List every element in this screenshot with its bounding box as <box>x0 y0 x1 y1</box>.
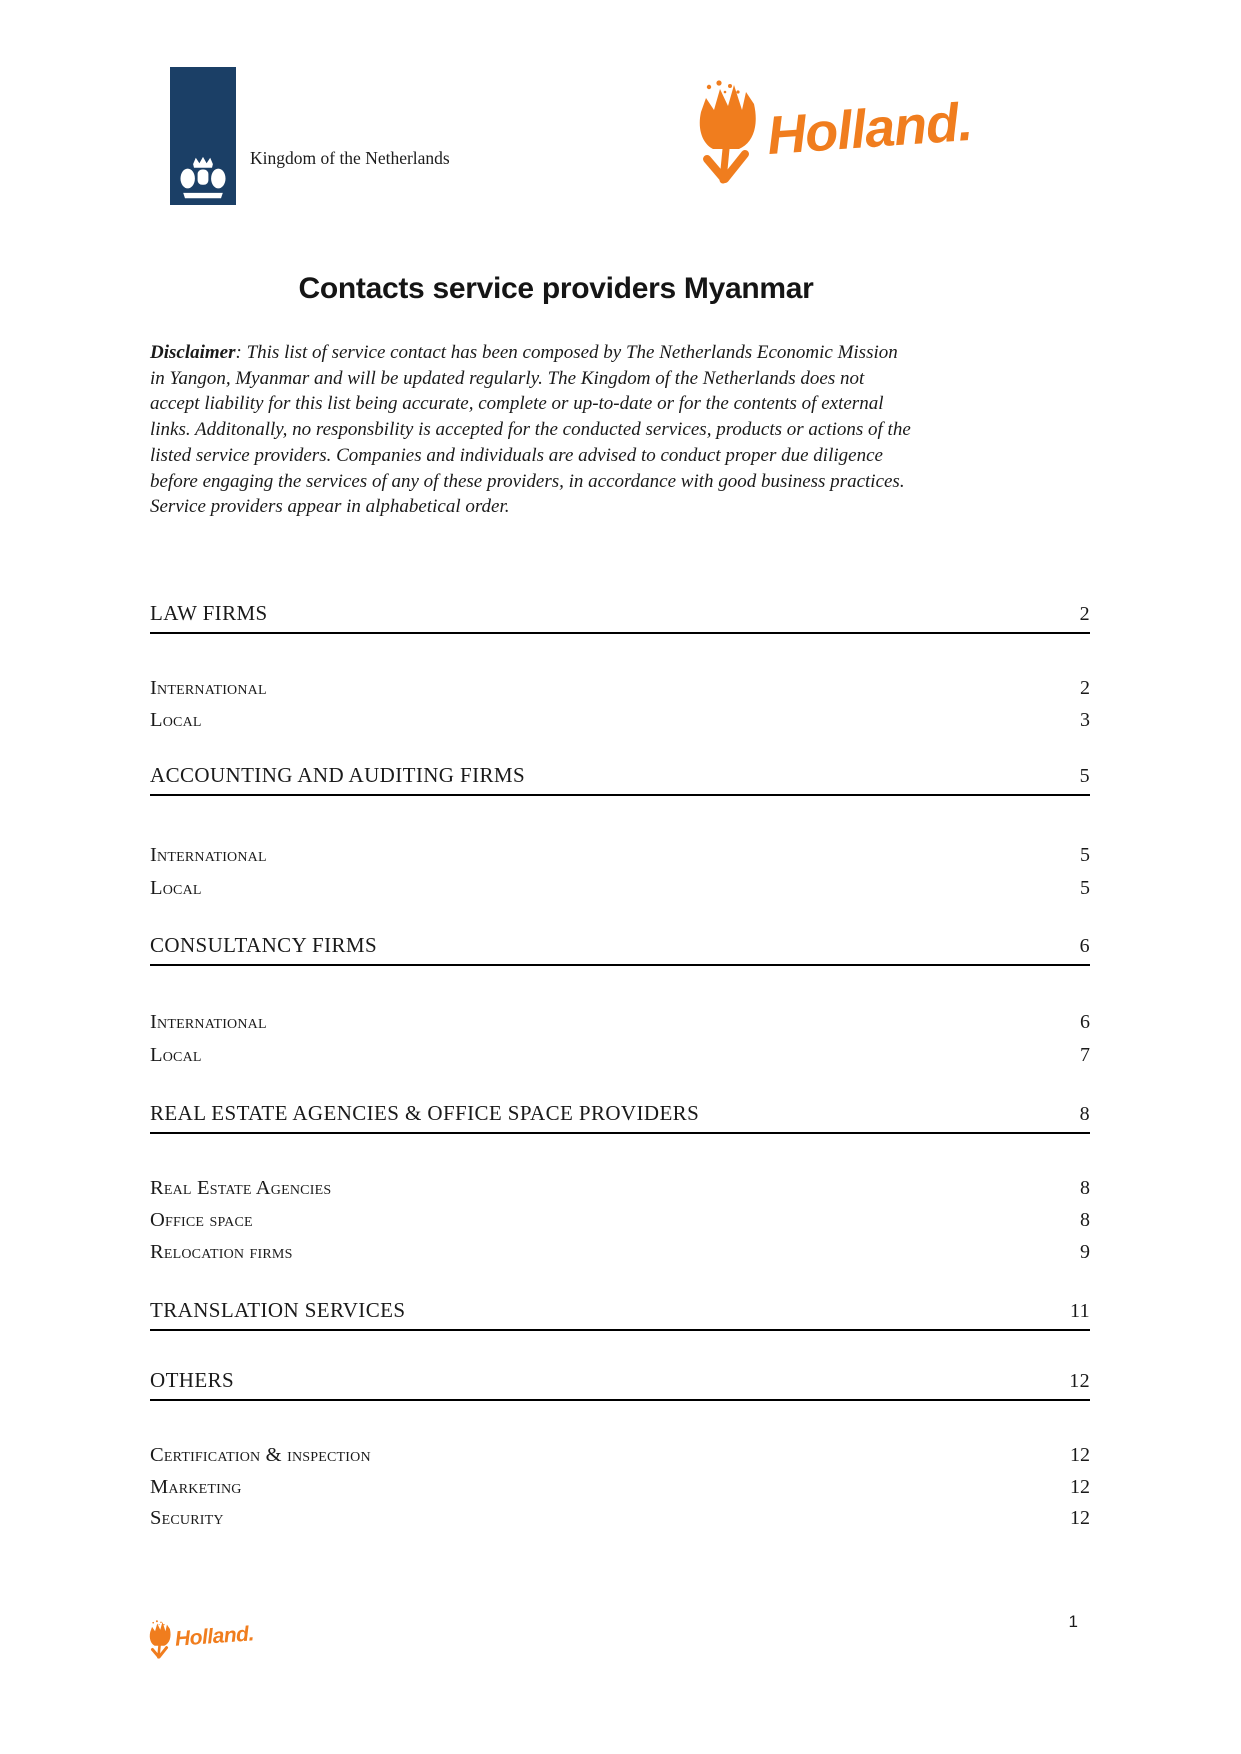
toc-entry-label: Certification & inspection <box>150 1444 371 1466</box>
disclaimer-text: : This list of service contact has been composed by The Netherlands Economic Mission <box>235 342 898 363</box>
toc-entry-label: International <box>150 844 267 866</box>
tulip-icon <box>695 80 765 195</box>
toc-page-number: 3 <box>1080 709 1090 731</box>
toc-heading-accounting-auditing-firms[interactable] <box>150 762 1090 796</box>
toc-page-number: 5 <box>1079 765 1090 787</box>
toc-entry-local[interactable] <box>150 876 1090 900</box>
toc-entry-international[interactable] <box>150 1010 1090 1034</box>
disclaimer-label: Disclaimer <box>150 342 236 363</box>
toc-entry-security[interactable] <box>150 1506 1090 1530</box>
toc-page-number: 12 <box>1070 1476 1090 1498</box>
toc-page-number: 6 <box>1079 935 1090 957</box>
holland-logo-footer <box>148 1620 255 1668</box>
toc-page-number: 6 <box>1080 1011 1090 1033</box>
toc-heading-translation-services[interactable] <box>150 1297 1090 1331</box>
toc-page-number: 8 <box>1079 1103 1090 1125</box>
toc-entry-label: Relocation firms <box>150 1241 293 1263</box>
toc-entry-label: Marketing <box>150 1476 242 1498</box>
toc-heading-real-estate-office-space[interactable] <box>150 1100 1090 1134</box>
toc-heading-consultancy-firms[interactable] <box>150 932 1090 966</box>
toc-entry-label: Security <box>150 1507 224 1529</box>
toc-page-number: 12 <box>1069 1370 1090 1392</box>
toc-entry-office-space[interactable] <box>150 1208 1090 1232</box>
holland-logo-text: Holland. <box>765 91 974 167</box>
toc-heading-label: CONSULTANCY FIRMS <box>150 933 378 957</box>
toc-heading-label: ACCOUNTING AND AUDITING FIRMS <box>150 763 526 787</box>
toc-entry-certification-inspection[interactable] <box>150 1443 1090 1467</box>
government-logo-banner <box>170 67 236 205</box>
disclaimer-line: accept liability for this list being accurate, complete or up-to-date or for the contents of external <box>150 393 884 415</box>
disclaimer-line: links. Additonally, no responsbility is accepted for the conducted services, products or actions of the <box>150 419 911 441</box>
toc-page-number: 8 <box>1080 1209 1090 1231</box>
toc-entry-relocation-firms[interactable] <box>150 1240 1090 1264</box>
toc-entry-local[interactable] <box>150 708 1090 732</box>
toc-entry-label: International <box>150 1011 267 1033</box>
toc-page-number: 12 <box>1070 1444 1090 1466</box>
toc-entry-label: Local <box>150 877 202 899</box>
toc-heading-label: REAL ESTATE AGENCIES & OFFICE SPACE PROVIDERS <box>150 1101 700 1125</box>
toc-entry-label: Office space <box>150 1209 253 1231</box>
government-logo-text: Kingdom of the Netherlands <box>250 148 450 168</box>
toc-page-number: 5 <box>1080 877 1090 899</box>
toc-entry-label: Local <box>150 1044 202 1066</box>
holland-logo <box>695 80 974 200</box>
page-title: Contacts service providers Myanmar <box>298 272 814 305</box>
disclaimer-line: Service providers appear in alphabetical order. <box>150 496 510 518</box>
holland-logo-text: Holland. <box>174 1622 255 1651</box>
toc-entry-label: Local <box>150 709 202 731</box>
toc-entry-label: International <box>150 677 267 699</box>
disclaimer-paragraph <box>150 340 1110 520</box>
toc-entry-marketing[interactable] <box>150 1475 1090 1499</box>
toc-heading-label: TRANSLATION SERVICES <box>150 1298 406 1322</box>
toc-heading-others[interactable] <box>150 1367 1090 1401</box>
tulip-icon <box>148 1620 174 1663</box>
toc-heading-law-firms[interactable] <box>150 600 1090 634</box>
toc-heading-label: LAW FIRMS <box>150 601 268 625</box>
toc-page-number: 5 <box>1080 844 1090 866</box>
toc-page-number: 9 <box>1080 1241 1090 1263</box>
toc-page-number: 8 <box>1080 1177 1090 1199</box>
disclaimer-line: before engaging the services of any of these providers, in accordance with good business practices. <box>150 470 905 492</box>
page-number: 1 <box>1068 1612 1078 1631</box>
toc-entry-real-estate-agencies[interactable] <box>150 1176 1090 1200</box>
disclaimer-line <box>150 340 1110 366</box>
disclaimer-line: listed service providers. Companies and individuals are advised to conduct proper due diligence <box>150 444 883 466</box>
toc-page-number: 12 <box>1070 1507 1090 1529</box>
toc-entry-international[interactable] <box>150 843 1090 867</box>
toc-page-number: 2 <box>1080 677 1090 699</box>
toc-entry-label: Real Estate Agencies <box>150 1177 332 1199</box>
toc-page-number: 7 <box>1080 1044 1090 1066</box>
government-crest-icon <box>176 155 230 202</box>
toc-entry-local[interactable] <box>150 1043 1090 1067</box>
toc-page-number: 2 <box>1079 603 1090 625</box>
toc-entry-international[interactable] <box>150 676 1090 700</box>
toc-heading-label: OTHERS <box>150 1368 235 1392</box>
toc-page-number: 11 <box>1069 1300 1090 1322</box>
disclaimer-line: in Yangon, Myanmar and will be updated regularly. The Kingdom of the Netherlands does not <box>150 367 865 389</box>
